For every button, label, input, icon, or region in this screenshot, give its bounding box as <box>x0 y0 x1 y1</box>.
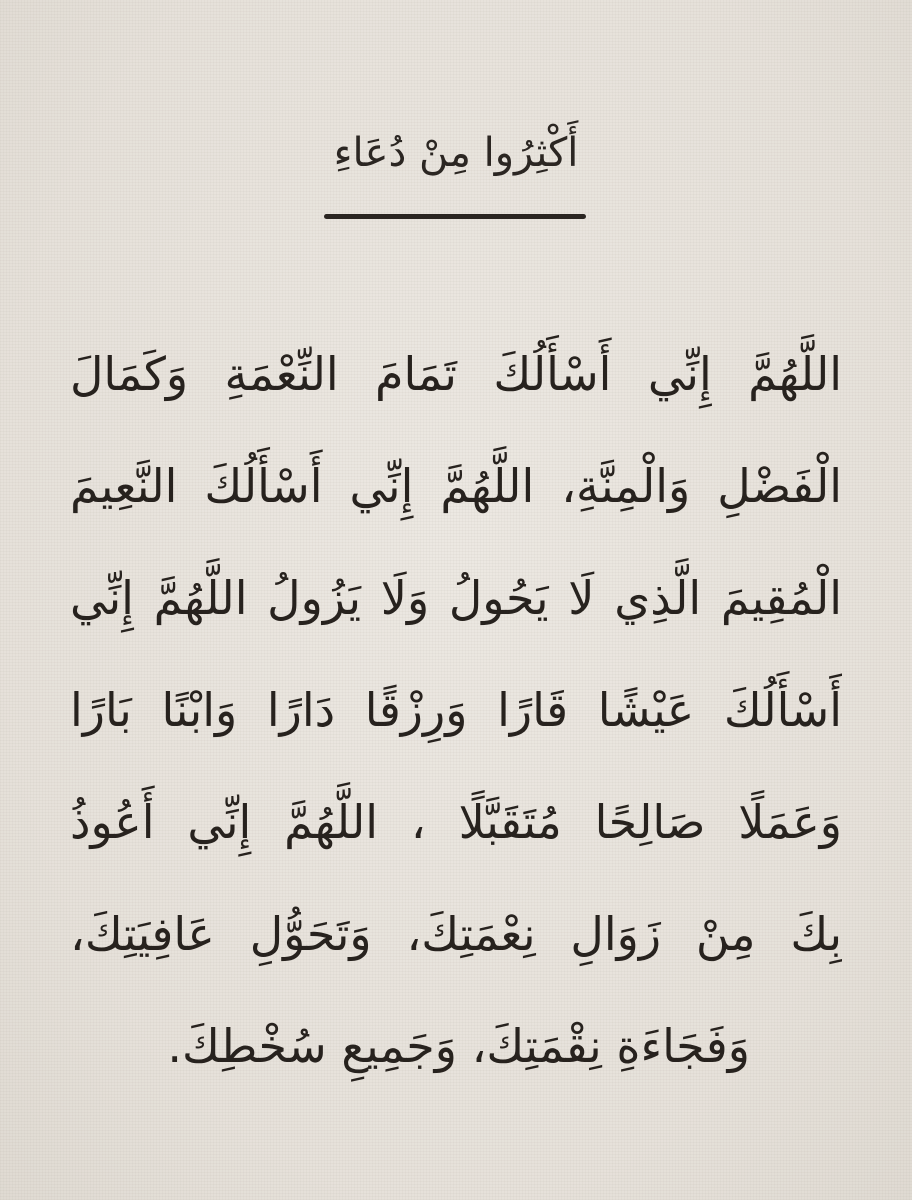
prayer-line: اللَّهُمَّ إِنِّي أَسْأَلُكَ تَمَامَ النِّعْمَةِ وَكَمَالَ <box>70 347 842 401</box>
title-divider <box>324 214 586 219</box>
page-title: أَكْثِرُوا مِنْ دُعَاءِ <box>333 130 579 176</box>
prayer-line: الْمُقِيمَ الَّذِي لَا يَحُولُ وَلَا يَزُولُ اللَّهُمَّ إِنِّي <box>70 571 842 625</box>
prayer-line: وَفَجَاءَةِ نِقْمَتِكَ، وَجَمِيعِ سُخْطِكَ. <box>167 1019 750 1073</box>
prayer-line: أَسْأَلُكَ عَيْشًا قَارًا وَرِزْقًا دَارًا وَابْنًا بَارًا <box>70 683 842 737</box>
prayer-text <box>70 318 842 1102</box>
prayer-line: بِكَ مِنْ زَوَالِ نِعْمَتِكَ، وَتَحَوُّلِ عَافِيَتِكَ، <box>70 907 842 961</box>
prayer-line: الْفَضْلِ وَالْمِنَّةِ، اللَّهُمَّ إِنِّي أَسْأَلُكَ النَّعِيمَ <box>70 459 842 513</box>
prayer-line: وَعَمَلًا صَالِحًا مُتَقَبَّلًا ، اللَّهُمَّ إِنِّي أَعُوذُ <box>70 795 842 849</box>
